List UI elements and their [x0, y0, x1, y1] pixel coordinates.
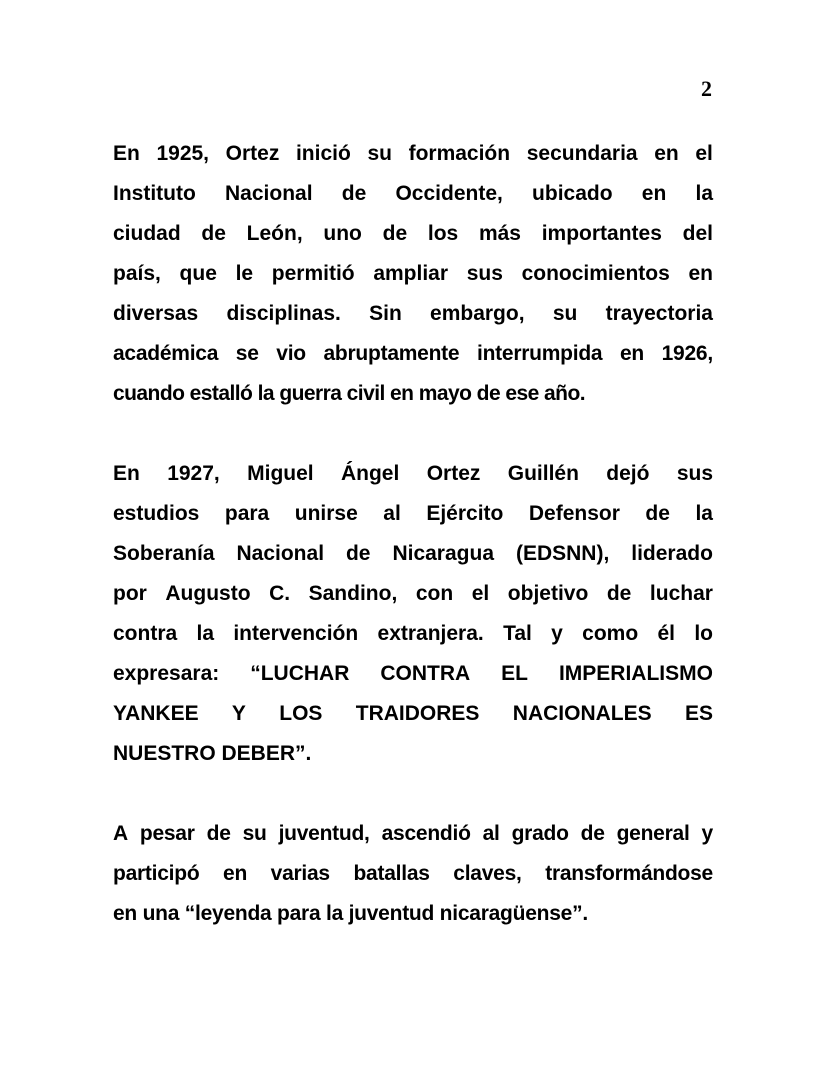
paragraph-1 — [113, 134, 713, 414]
line-word: C. — [269, 582, 291, 605]
line-word: grado — [511, 822, 569, 845]
line-word: en — [619, 342, 644, 365]
line-word: la — [196, 622, 215, 645]
line-word: y — [701, 822, 713, 845]
line-word: de — [206, 822, 231, 845]
line-word: ES — [684, 702, 713, 725]
line-word: en — [641, 182, 667, 205]
line-word: general — [616, 822, 690, 845]
text-line: en una “leyenda para la juventud nicaragüense”. — [113, 902, 588, 925]
line-word: Ortez — [225, 142, 280, 165]
line-word: de — [341, 182, 367, 205]
line-word: abruptamente — [323, 342, 460, 365]
line-word: disciplinas. — [226, 302, 341, 325]
text-line — [113, 694, 713, 734]
line-word: ampliar — [373, 262, 449, 285]
line-word: Ángel — [340, 462, 400, 485]
line-word: luchar — [649, 582, 713, 605]
text-line — [113, 254, 713, 294]
line-word: objetivo — [507, 582, 589, 605]
line-word: Nicaragua — [392, 542, 494, 565]
line-word: con — [415, 582, 454, 605]
line-word: En — [113, 142, 140, 165]
line-word: unirse — [294, 502, 358, 525]
text-line — [113, 854, 713, 894]
line-word: 1925, — [156, 142, 210, 165]
line-word: “LUCHAR — [250, 662, 350, 685]
line-word: él — [657, 622, 676, 645]
line-word: expresara: — [113, 662, 220, 685]
line-word: ubicado — [532, 182, 613, 205]
line-word: Miguel — [247, 462, 314, 485]
line-word: por — [113, 582, 147, 605]
line-word: Instituto — [113, 182, 196, 205]
line-word: del — [682, 222, 713, 245]
line-word: de — [345, 542, 371, 565]
line-word: TRAIDORES — [355, 702, 480, 725]
line-word: de — [201, 222, 226, 245]
line-word: que — [179, 262, 217, 285]
text-line: cuando estalló la guerra civil en mayo de ese año. — [113, 382, 586, 405]
line-word: la — [695, 502, 713, 525]
line-word: como — [582, 622, 639, 645]
line-word: en — [688, 262, 713, 285]
line-word: participó — [113, 862, 200, 885]
line-word: el — [695, 142, 713, 165]
text-line — [113, 454, 713, 494]
line-word: Y — [231, 702, 246, 725]
line-word: estudios — [113, 502, 200, 525]
line-word: sus — [466, 262, 503, 285]
line-word: EL — [501, 662, 528, 685]
line-word: al — [383, 502, 401, 525]
line-word: su — [552, 302, 578, 325]
text-line — [113, 654, 713, 694]
line-word: uno — [323, 222, 362, 245]
line-word: de — [382, 222, 408, 245]
text-line — [113, 214, 713, 254]
line-word: Ejército — [426, 502, 504, 525]
line-word: Defensor — [528, 502, 620, 525]
line-word: embargo, — [430, 302, 525, 325]
line-word: NACIONALES — [512, 702, 652, 725]
line-word: León, — [246, 222, 303, 245]
line-word: sus — [676, 462, 713, 485]
text-line — [113, 614, 713, 654]
line-word: pesar — [139, 822, 195, 845]
line-word: diversas — [113, 302, 199, 325]
line-word: conocimientos — [521, 262, 670, 285]
line-word: juventud, — [278, 822, 370, 845]
line-word: la — [695, 182, 713, 205]
line-word: transformándose — [545, 862, 713, 885]
line-word: permitió — [271, 262, 355, 285]
line-word: inició — [295, 142, 351, 165]
line-word: le — [235, 262, 254, 285]
line-word: en — [223, 862, 248, 885]
line-word: secundaria — [526, 142, 638, 165]
line-word: Guillén — [507, 462, 579, 485]
line-word: varias — [270, 862, 330, 885]
line-word: Sin — [369, 302, 402, 325]
line-word: intervención — [233, 622, 359, 645]
line-word: más — [478, 222, 521, 245]
line-word: se — [235, 342, 259, 365]
line-word: en — [654, 142, 679, 165]
line-word: Augusto — [165, 582, 251, 605]
line-word: A — [113, 822, 128, 845]
text-line: NUESTRO DEBER”. — [113, 742, 312, 765]
line-word: Soberanía — [113, 542, 215, 565]
paragraph-3 — [113, 814, 713, 934]
paragraph-2 — [113, 454, 713, 774]
line-word: de — [580, 822, 605, 845]
line-word: su — [242, 822, 267, 845]
line-word: extranjera. — [377, 622, 484, 645]
line-word: contra — [113, 622, 178, 645]
line-word: al — [482, 822, 500, 845]
line-word: vio — [276, 342, 306, 365]
line-word: 1926, — [661, 342, 713, 365]
line-word: Nacional — [236, 542, 325, 565]
text-line — [113, 534, 713, 574]
line-word: los — [427, 222, 459, 245]
line-word: Tal — [503, 622, 532, 645]
line-word: 1927, — [167, 462, 220, 485]
line-word: importantes — [541, 222, 662, 245]
line-word: batallas — [353, 862, 430, 885]
line-word: el — [471, 582, 490, 605]
line-word: ascendió — [381, 822, 471, 845]
text-line — [113, 134, 713, 174]
line-word: liderado — [631, 542, 713, 565]
line-word: de — [606, 582, 632, 605]
line-word: CONTRA — [380, 662, 471, 685]
line-word: Sandino, — [308, 582, 398, 605]
page-number: 2 — [701, 76, 712, 101]
text-line — [113, 494, 713, 534]
line-word: ciudad — [113, 222, 181, 245]
text-line — [113, 174, 713, 214]
line-word: En — [113, 462, 140, 485]
line-word: claves, — [453, 862, 522, 885]
line-word: formación — [408, 142, 511, 165]
line-word: (EDSNN), — [515, 542, 610, 565]
line-word: académica — [113, 342, 219, 365]
text-line — [113, 814, 713, 854]
line-word: lo — [694, 622, 713, 645]
line-word: país, — [113, 262, 161, 285]
line-word: trayectoria — [605, 302, 713, 325]
line-word: para — [224, 502, 270, 525]
line-word: su — [367, 142, 392, 165]
text-line — [113, 574, 713, 614]
document-body — [113, 134, 713, 934]
line-word: interrumpida — [476, 342, 603, 365]
line-word: YANKEE — [113, 702, 199, 725]
line-word: dejó — [606, 462, 650, 485]
line-word: Ortez — [426, 462, 481, 485]
text-line — [113, 334, 713, 374]
line-word: IMPERIALISMO — [558, 662, 713, 685]
line-word: Nacional — [225, 182, 313, 205]
line-word: de — [645, 502, 670, 525]
line-word: Occidente, — [395, 182, 503, 205]
line-word: y — [551, 622, 563, 645]
text-line — [113, 294, 713, 334]
line-word: LOS — [279, 702, 323, 725]
